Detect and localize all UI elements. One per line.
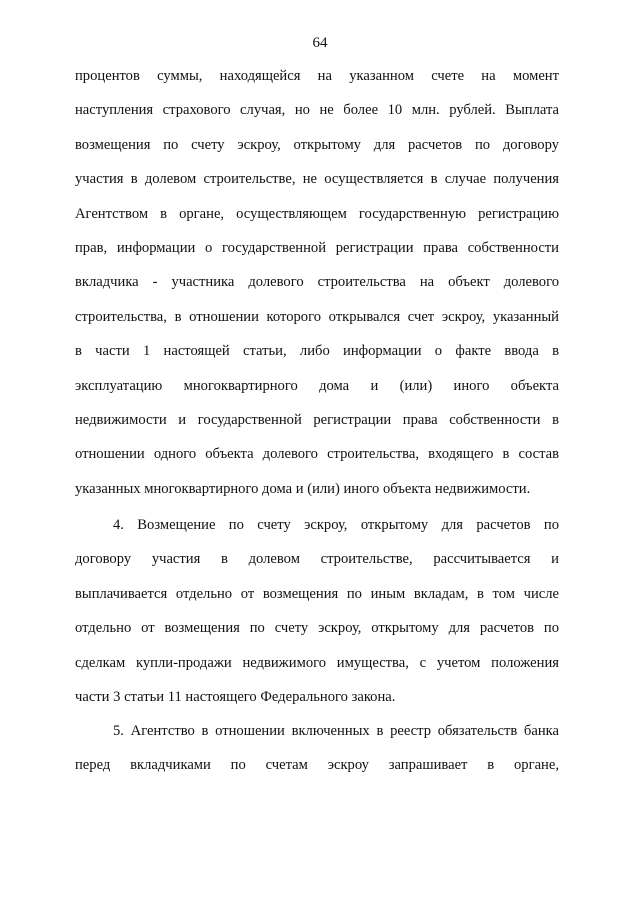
text-line: сделкам купли-продажи недвижимого имущества, с учетом положения [75, 654, 559, 671]
paragraph-continuation [75, 65, 559, 512]
text-line: 5. Агентство в отношении включенных в реестр обязательств банка [113, 723, 559, 739]
text-line: процентов суммы, находящейся на указанном счете на момент [75, 68, 559, 84]
text-line: перед вкладчиками по счетам эскроу запрашивает в органе, [75, 757, 559, 774]
text-line: недвижимости и государственной регистрации права собственности в [75, 411, 559, 428]
text-line: наступления страхового случая, но не более 10 млн. рублей. Выплата [75, 102, 559, 119]
paragraph-item-5 [75, 720, 559, 789]
text-line: прав, информации о государственной регистрации права собственности [75, 239, 559, 256]
text-line: отношении одного объекта долевого строительства, входящего в состав [75, 446, 559, 463]
text-line: в части 1 настоящей статьи, либо информации о факте ввода в [75, 343, 559, 360]
text-line: части 3 статьи 11 настоящего Федерального закона. [75, 688, 396, 705]
text-line: указанных многоквартирного дома и (или) иного объекта недвижимости. [75, 480, 531, 497]
text-line: Агентством в органе, осуществляющем государственную регистрацию [75, 205, 559, 222]
text-line: участия в долевом строительстве, не осуществляется в случае получения [75, 171, 559, 188]
page-number: 64 [312, 35, 328, 51]
text-line: 4. Возмещение по счету эскроу, открытому для расчетов по [113, 517, 559, 533]
text-line: выплачивается отдельно от возмещения по иным вкладам, в том числе [75, 585, 559, 602]
text-line: вкладчика - участника долевого строительства на объект долевого [75, 274, 559, 291]
text-line: возмещения по счету эскроу, открытому для расчетов по договору [75, 136, 559, 153]
text-line: строительства, в отношении которого открывался счет эскроу, указанный [75, 308, 559, 325]
text-line: отдельно от возмещения по счету эскроу, открытому для расчетов по [75, 620, 559, 637]
text-line: договору участия в долевом строительстве, рассчитывается и [75, 551, 559, 568]
text-line: эксплуатацию многоквартирного дома и (или) иного объекта [75, 377, 559, 394]
paragraph-item-4 [75, 514, 559, 720]
